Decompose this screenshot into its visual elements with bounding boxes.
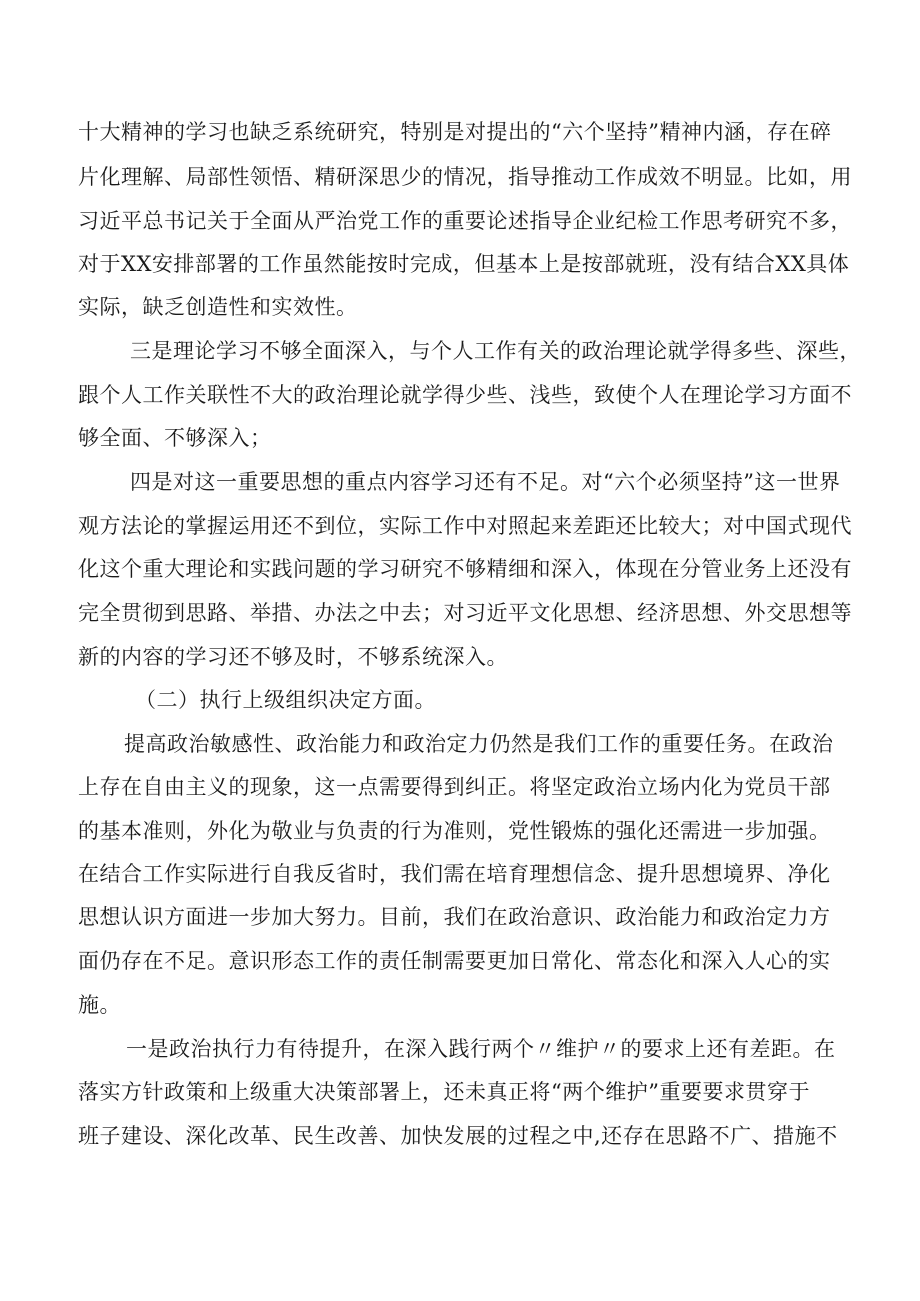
text-line: 的基本准则，外化为敬业与负责的行为准则，党性锻炼的强化还需进一步加强。 <box>78 819 831 843</box>
text-line: 跟个人工作关联性不大的政治理论就学得少些、浅些，致使个人在理论学习方面不 <box>78 383 852 407</box>
text-line: 面仍存在不足。意识形态工作的责任制需要更加日常化、常态化和深入人心的实 <box>78 949 831 973</box>
text-line: 提高政治敏感性、政治能力和政治定力仍然是我们工作的重要任务。在政治 <box>124 732 834 756</box>
text-line: 完全贯彻到思路、举措、办法之中去；对习近平文化思想、经济思想、外交思想等 <box>78 601 852 625</box>
text-line: 四是对这一重要思想的重点内容学习还有不足。对“六个必须坚持”这一世界 <box>130 470 841 494</box>
text-line: 新的内容的学习还不够及时，不够系统深入。 <box>78 645 508 669</box>
text-line: 够全面、不够深入； <box>78 426 272 450</box>
text-line: 一是政治执行力有待提升，在深入践行两个〃维护〃的要求上还有差距。在 <box>126 1037 836 1061</box>
text-line: 落实方针政策和上级重大决策部署上，还未真正将“两个维护”重要要求贯穿于 <box>78 1080 810 1104</box>
text-line: 班子建设、深化改革、民生改善、加快发展的过程之中,还存在思路不广、措施不 <box>78 1124 838 1148</box>
text-line: 观方法论的掌握运用还不到位，实际工作中对照起来差距还比较大；对中国式现代 <box>78 514 852 538</box>
text-line: 习近平总书记关于全面从严治党工作的重要论述指导企业纪检工作思考研究不多， <box>78 209 852 233</box>
text-line: 施。 <box>78 993 121 1017</box>
text-line: 三是理论学习不够全面深入，与个人工作有关的政治理论就学得多些、深些， <box>130 339 861 363</box>
text-line: 化这个重大理论和实践问题的学习研究不够精细和深入，体现在分管业务上还没有 <box>78 557 852 581</box>
text-line: 片化理解、局部性领悟、精研深思少的情况，指导推动工作成效不明显。比如，用 <box>78 165 852 189</box>
text-line: 在结合工作实际进行自我反省时，我们需在培育理想信念、提升思想境界、净化 <box>78 862 831 886</box>
text-line: 十大精神的学习也缺乏系统研究，特别是对提出的“六个坚持”精神内涵，存在碎 <box>78 120 832 144</box>
text-line: 上存在自由主义的现象，这一点需要得到纠正。将坚定政治立场内化为党员干部 <box>78 775 831 799</box>
text-line: 思想认识方面进一步加大努力。目前，我们在政治意识、政治能力和政治定力方 <box>78 905 831 929</box>
text-line: 对于XX安排部署的工作虽然能按时完成，但基本上是按部就班，没有结合XX具体 <box>78 252 850 276</box>
section-heading: （二）执行上级组织决定方面。 <box>135 688 436 712</box>
text-line: 实际，缺乏创造性和实效性。 <box>78 295 358 319</box>
